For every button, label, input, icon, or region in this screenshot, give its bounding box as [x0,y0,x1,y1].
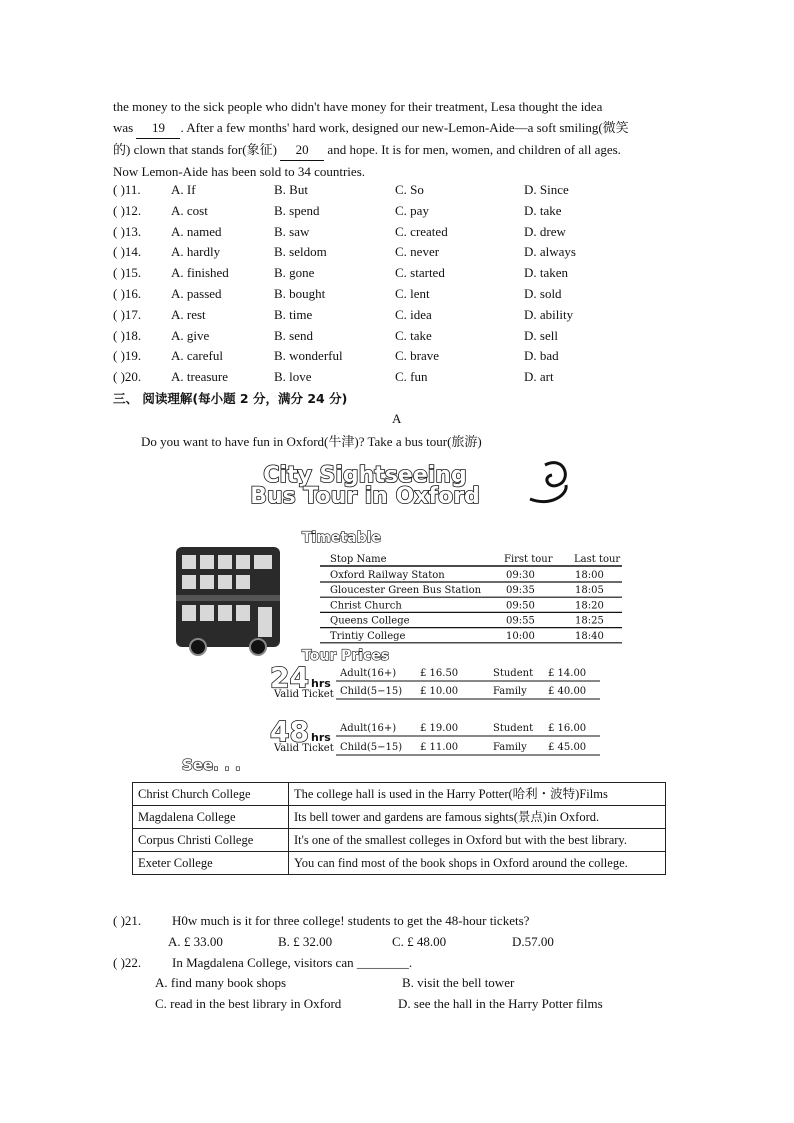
option-b[interactable]: B. seldom [274,244,327,260]
svg-text:hrs: hrs [311,677,331,690]
q21-option-d[interactable]: D.57.00 [512,934,554,949]
college-name: Corpus Christi College [133,829,289,852]
svg-text:£ 10.00: £ 10.00 [420,686,459,697]
option-b[interactable]: B. spend [274,202,320,218]
svg-text:Student: Student [493,723,534,734]
first-tour-time: 09:35 [506,585,535,597]
option-c[interactable]: C. started [395,265,445,281]
question-number: ( )14. [113,244,142,260]
option-a[interactable]: A. careful [171,348,223,364]
option-d[interactable]: D. ability [524,306,574,322]
college-name: Christ Church College [133,783,289,806]
option-c[interactable]: C. fun [395,369,428,385]
option-c[interactable]: C. idea [395,306,432,322]
option-d[interactable]: D. art [524,369,554,385]
svg-text:24: 24 [270,661,309,694]
first-tour-time: 09:55 [506,615,535,627]
last-tour-time: 18:05 [575,585,604,597]
ticket-24h [270,661,600,700]
option-b[interactable]: B. bought [274,286,326,301]
cloze-line-3: 的) clown that stands for(象征) 20 and hope. It is for men, women, and children of all ages. [113,139,681,161]
option-b[interactable]: B. saw [274,223,310,239]
question-number: ( )17. [113,306,142,322]
option-c[interactable]: C. never [395,244,440,260]
col-first-tour: First tour [504,554,553,565]
q22-number: ( )22. [113,955,142,970]
svg-text:Family: Family [493,742,527,753]
first-tour-time: 09:50 [506,600,535,612]
option-c[interactable]: C. created [395,223,448,239]
poster-title-line1: City Sightseeing [263,463,467,488]
option-a[interactable]: A. hardly [171,244,221,260]
stop-name: Trintiy College [330,630,406,642]
q22-option-d[interactable]: D. see the hall in the Harry Potter films [398,996,603,1011]
q21-option-a[interactable]: A. £ 33.00 [168,934,223,949]
col-stop-name: Stop Name [330,554,387,565]
blank-20[interactable]: 20 [280,139,324,161]
college-name: Exeter College [133,852,289,875]
question-number: ( )11. [113,182,141,197]
svg-text:£ 19.00: £ 19.00 [420,723,459,734]
option-c[interactable]: C. brave [395,348,440,364]
option-a[interactable]: A. give [171,327,210,343]
stop-name: Oxford Railway Staton [330,570,445,581]
svg-text:Child(5−15): Child(5−15) [340,686,403,697]
q21-number: ( )21. [113,913,142,928]
timetable-heading: Timetable [302,530,381,546]
question-number: ( )12. [113,202,142,218]
table-row [133,829,666,852]
svg-text:Adult(16+): Adult(16+) [340,723,397,734]
q21-option-b[interactable]: B. £ 32.00 [278,934,333,949]
option-b[interactable]: B. wonderful [274,348,343,364]
blank-19[interactable]: 19 [136,117,180,139]
college-description: The college hall is used in the Harry Potter(哈利・波特)Films [289,783,666,806]
option-a[interactable]: A. cost [171,202,208,218]
option-a[interactable]: A. passed [171,286,222,301]
option-d[interactable]: D. always [524,244,576,260]
option-a[interactable]: A. treasure [171,369,229,385]
poster-title-line2: Bus Tour in Oxford [250,484,480,509]
q22-option-c[interactable]: C. read in the best library in Oxford [155,996,342,1011]
cloze-line-4: Now Lemon-Aide has been sold to 34 countries. [113,164,366,179]
college-name: Magdalena College [133,806,289,829]
svg-text:Child(5−15): Child(5−15) [340,742,403,753]
stop-name: Queens College [330,615,410,627]
option-d[interactable]: D. Since [524,182,569,197]
question-number: ( )15. [113,265,142,281]
section-heading: 三、 阅读理解(每小题 2 分，满分 24 分) [113,391,348,406]
option-a[interactable]: A. named [171,223,222,239]
svg-text:£ 16.00: £ 16.00 [548,723,587,734]
svg-text:hrs: hrs [311,731,331,744]
option-a[interactable]: A. finished [171,265,229,281]
svg-text:£ 16.50: £ 16.50 [420,668,459,679]
q21-option-c[interactable]: C. £ 48.00 [392,934,447,949]
question-number: ( )20. [113,369,142,385]
swirl-logo-icon [530,463,566,502]
question-number: ( )18. [113,327,142,343]
q21-stem: H0w much is it for three college! students to get the 48-hour tickets? [172,913,530,928]
svg-text:£ 11.00: £ 11.00 [420,742,459,753]
college-description: Its bell tower and gardens are famous sights(景点)in Oxford. [289,806,666,829]
stop-name: Gloucester Green Bus Station [330,585,482,597]
option-d[interactable]: D. sold [524,286,562,301]
option-c[interactable]: C. lent [395,286,430,301]
bus-tour-poster [170,455,630,775]
option-c[interactable]: C. take [395,327,432,343]
prices-heading: Tour Prices [302,648,390,664]
passage-label: A [392,411,402,426]
option-c[interactable]: C. pay [395,202,429,218]
cloze-paragraph [113,96,681,182]
option-b[interactable]: B. gone [274,265,315,281]
passage-intro: Do you want to have fun in Oxford(牛津)? Take a bus tour(旅游) [141,434,482,449]
first-tour-time: 10:00 [506,630,535,642]
option-d[interactable]: D. bad [524,348,559,364]
colleges-table [132,782,666,875]
option-c[interactable]: C. So [395,182,424,197]
option-d[interactable]: D. taken [524,265,569,281]
option-a[interactable]: A. If [171,182,196,197]
svg-text:Family: Family [493,686,527,697]
svg-text:Valid Ticket: Valid Ticket [274,743,334,754]
svg-text:Adult(16+): Adult(16+) [340,668,397,679]
option-a[interactable]: A. rest [171,306,206,322]
college-description: It's one of the smallest colleges in Oxford but with the best library. [289,829,666,852]
table-row [133,852,666,875]
table-row [133,783,666,806]
svg-text:£ 14.00: £ 14.00 [548,668,587,679]
timetable-rows [320,570,622,643]
svg-text:£ 45.00: £ 45.00 [548,742,587,753]
table-row [133,806,666,829]
college-description: You can find most of the book shops in Oxford around the college. [289,852,666,875]
option-b[interactable]: B. send [274,327,313,343]
first-tour-time: 09:30 [506,570,535,581]
option-b[interactable]: B. love [274,369,312,385]
last-tour-time: 18:20 [575,600,604,612]
svg-text:£ 40.00: £ 40.00 [548,686,587,697]
see-heading: See. . . [182,756,241,774]
ticket-48h [270,715,600,755]
svg-text:Student: Student [493,668,534,679]
svg-text:48: 48 [270,715,309,748]
stop-name: Christ Church [330,600,402,612]
last-tour-time: 18:00 [575,570,604,581]
q22-option-b[interactable]: B. visit the bell tower [402,975,515,990]
col-last-tour: Last tour [574,554,621,565]
last-tour-time: 18:40 [575,630,604,642]
question-number: ( )19. [113,348,142,364]
option-d[interactable]: D. sell [524,327,558,343]
svg-text:Valid Ticket: Valid Ticket [274,689,334,700]
last-tour-time: 18:25 [575,615,604,627]
cloze-line-1: the money to the sick people who didn't have money for their treatment, Lesa thought the idea [113,99,603,114]
q22-option-a[interactable]: A. find many book shops [155,975,287,990]
question-number: ( )16. [113,286,142,301]
option-d[interactable]: D. take [524,202,562,218]
cloze-line-2: was 19 . After a few months' hard work, designed our new-Lemon-Aide—a soft smiling(微笑 [113,117,681,139]
option-b[interactable]: B. But [274,182,308,197]
question-number: ( )13. [113,223,142,239]
q22-stem: In Magdalena College, visitors can ________. [172,955,413,970]
double-decker-bus-icon [176,547,280,655]
option-b[interactable]: B. time [274,306,313,322]
option-d[interactable]: D. drew [524,223,566,239]
